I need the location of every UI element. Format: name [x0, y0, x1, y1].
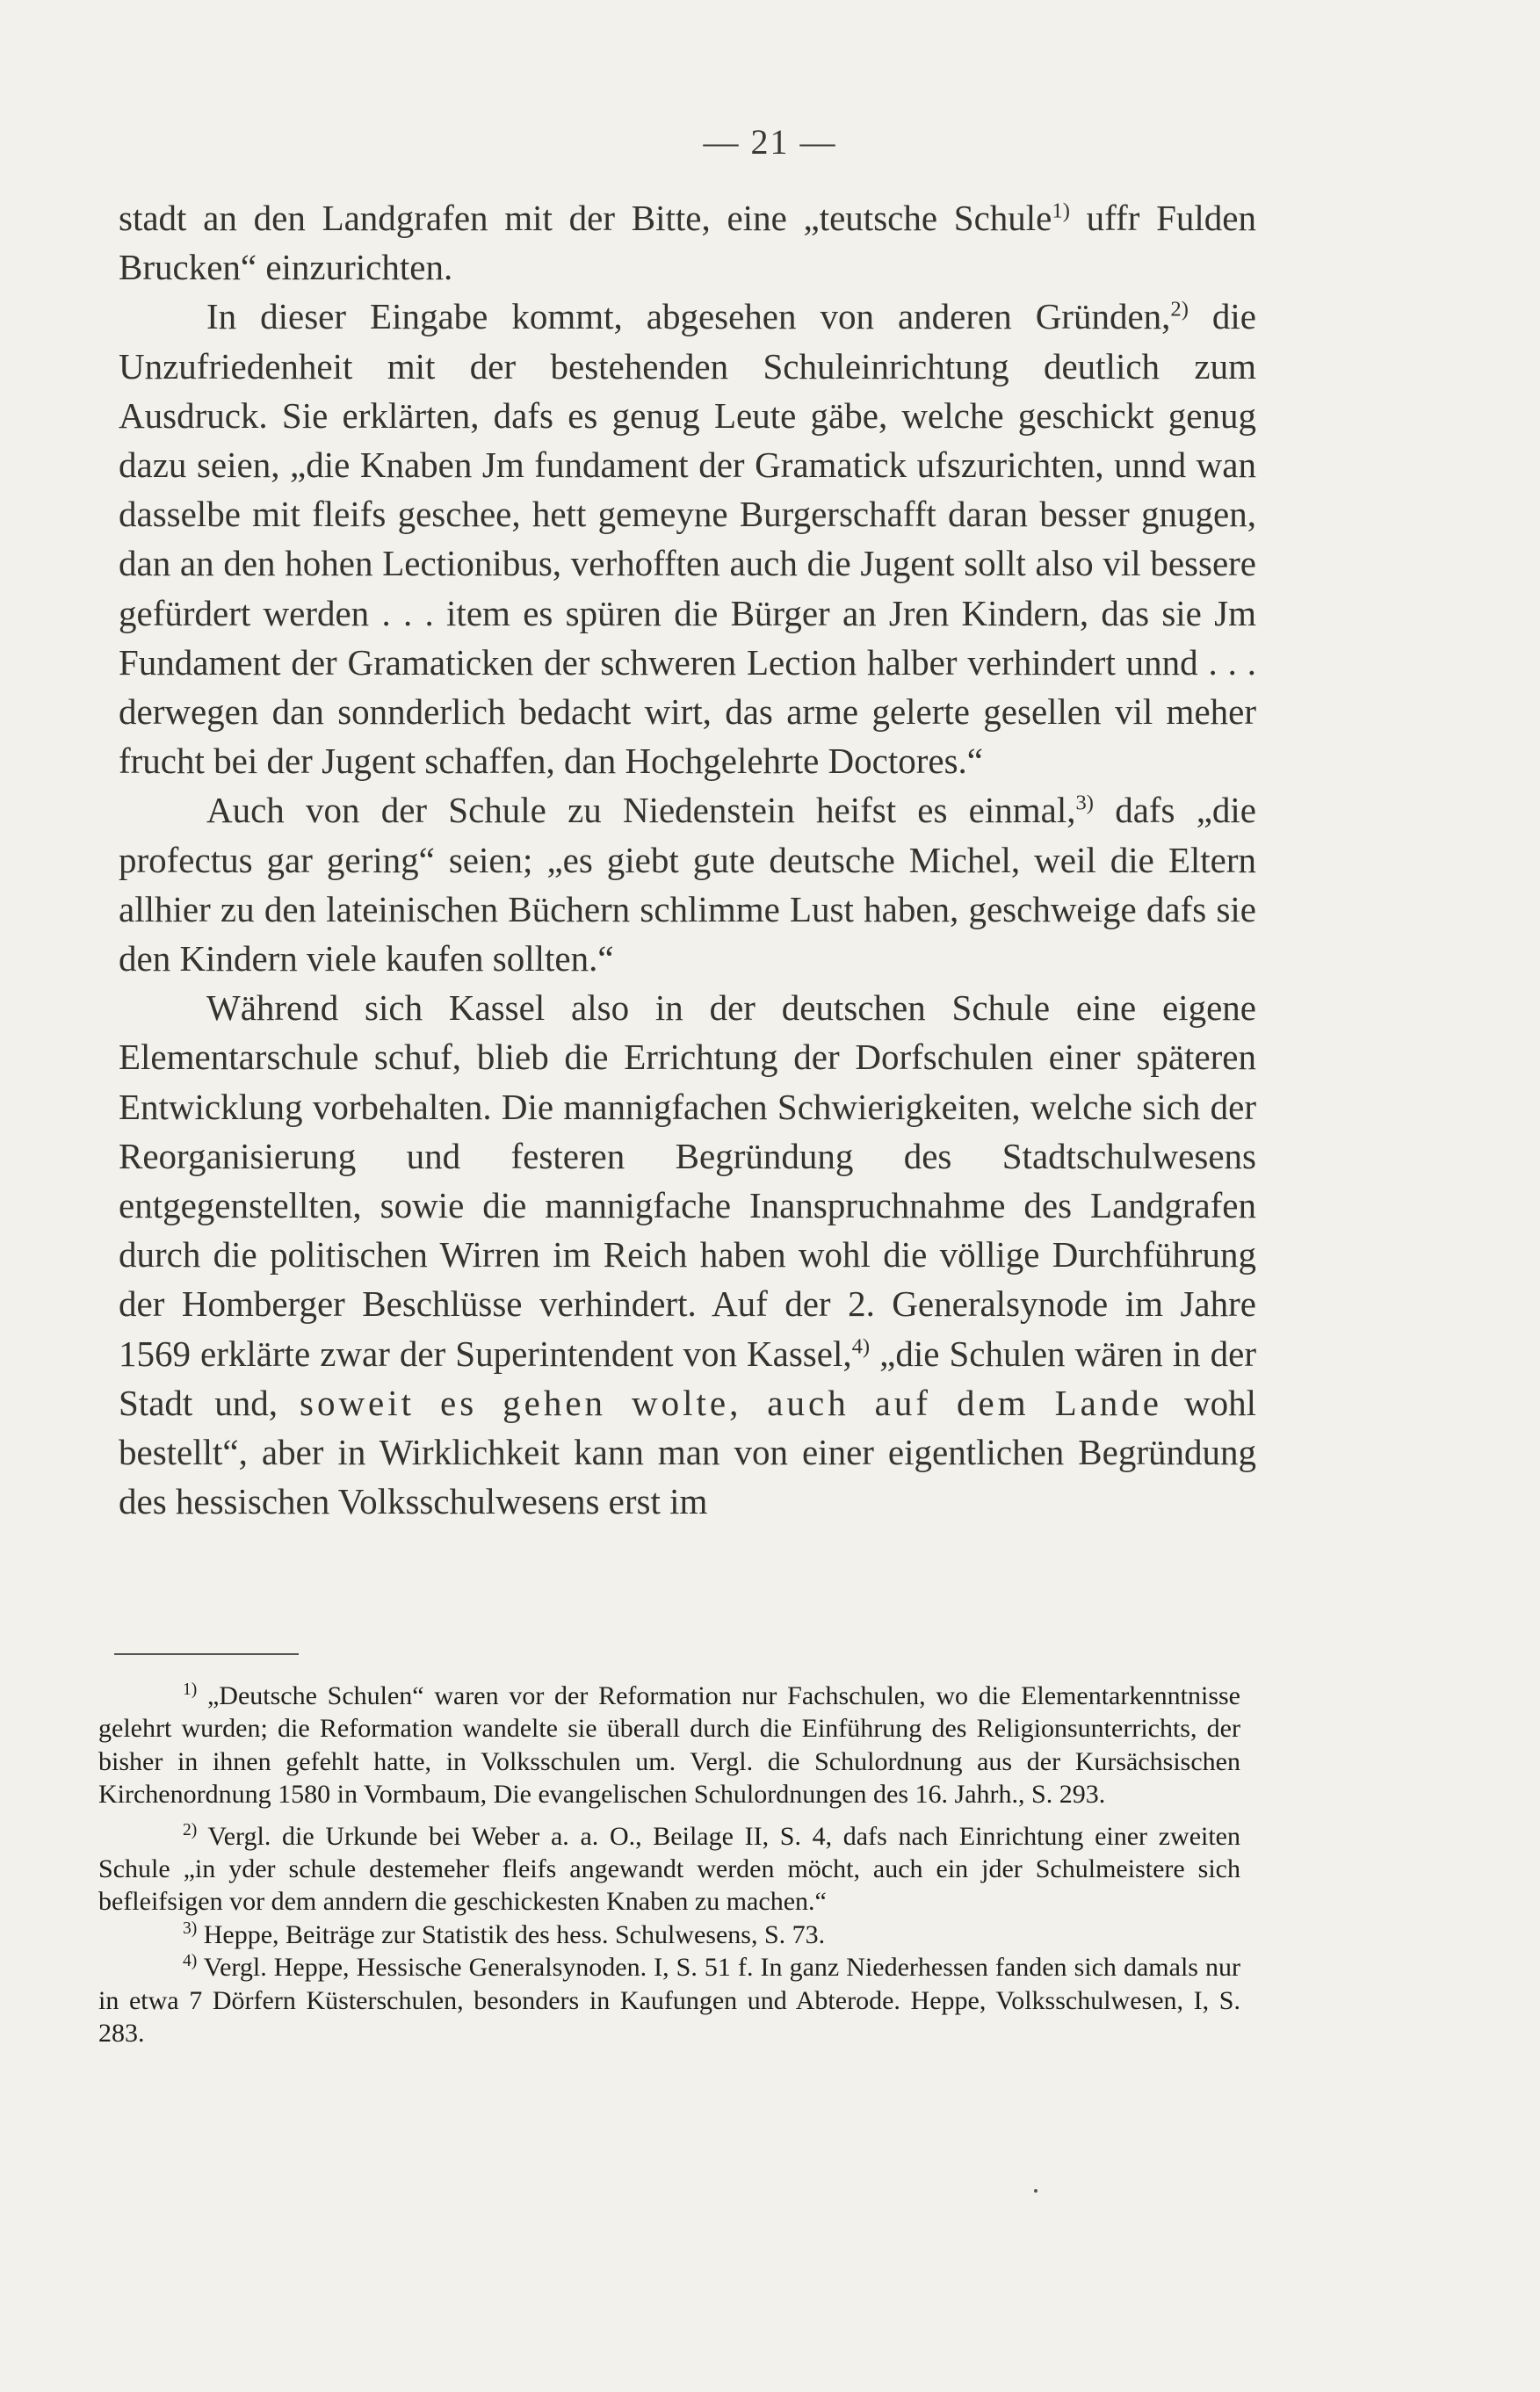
footnote-ref-1[interactable]: 1) [1052, 199, 1070, 223]
footnotes [98, 1680, 1240, 2049]
footnote-2-text: Vergl. die Urkunde bei Weber a. a. O., Beilage II, S. 4, dafs nach Einrichtung einer zweiten Schule „in yder schule destemeher fleifs angewandt werden möcht, auch ein jder Schulmeistere sich befleifsigen vor dem anndern die geschickesten Knaben zu machen.“ [98, 1821, 1240, 1917]
paper-speck [1034, 2189, 1038, 2193]
paragraph-4-text-b: „die Schulen wären in der Stadt und, [119, 1333, 1256, 1423]
footnote-2-mark: 2) [183, 1820, 198, 1839]
footnote-1 [98, 1680, 1240, 1811]
paragraph-3-text-a: Auch von der Schule zu Niedenstein heifst es einmal, [206, 790, 1076, 831]
body-text [119, 193, 1256, 1526]
paragraph-1-cont: uffr Fulden Brucken“ einzurichten. [119, 198, 1256, 288]
paragraph-3-text-b: dafs „die profectus gar gering“ seien; „es giebt gute deutsche Michel, weil die Eltern allhier zu den lateinischen Büchern schlimme Lust haben, geschweige dafs sie den Kindern viele kaufen sollten.“ [119, 790, 1257, 979]
footnote-2 [98, 1820, 1240, 1919]
paragraph-4-text-c: wohl bestellt“, aber in Wirklichkeit kann man von einer eigentlichen Begründung des hessischen Volksschulwesens erst im [119, 1382, 1256, 1522]
footnote-4-text: Vergl. Heppe, Hessische Generalsynoden. I, S. 51 f. In ganz Niederhessen fanden sich damals nur in etwa 7 Dörfern Küsterschulen, besonders in Kaufungen und Abterode. Heppe, Volksschulwesen, I, S. 283. [98, 1953, 1240, 2049]
footnote-3-mark: 3) [183, 1919, 198, 1938]
paragraph-4 [119, 983, 1256, 1526]
footnote-divider [114, 1653, 299, 1655]
footnote-1-text: „Deutsche Schulen“ waren vor der Reformation nur Fachschulen, wo die Elementarkenntnisse gelehrt wurden; die Reformation wandelte sie überall durch die Einführung des Religionsunterrichts, der bisher in ihnen gefehlt hatte, in Volksschulen um. Vergl. die Schulordnung aus der Kursächsischen Kirchenordnung 1580 in Vormbaum, Die evangelischen Schulordnungen des 16. Jahrh., S. 293. [98, 1681, 1240, 1810]
paragraph-2 [119, 292, 1256, 785]
footnote-ref-2[interactable]: 2) [1170, 297, 1189, 322]
footnote-4-mark: 4) [183, 1952, 198, 1971]
paragraph-3 [119, 785, 1256, 983]
paragraph-2-text-a: In dieser Eingabe kommt, abgesehen von anderen Gründen, [206, 296, 1171, 337]
paragraph-4-text-a: Während sich Kassel also in der deutschen Schule eine eigene Elementarschule schuf, blieb die Errichtung der Dorfschulen einer späteren Entwicklung vorbehalten. Die mannigfachen Schwierigkeiten, welche sich der Reorganisierung und festeren Begründung des Stadtschulwesens entgegenstellten, sowie die mannigfache Inanspruchnahme des Landgrafen durch die politischen Wirren im Reich haben wohl die völlige Durchführung der Homberger Beschlüsse verhindert. Auf der 2. Generalsynode im Jahre 1569 erklärte zwar der Superintendent von Kassel, [119, 987, 1256, 1374]
paragraph-1-text: stadt an den Landgrafen mit der Bitte, eine „teutsche Schule [119, 198, 1052, 238]
footnote-3 [98, 1919, 1240, 1951]
footnote-ref-3[interactable]: 3) [1075, 791, 1094, 815]
paragraph-2-text-b: die Unzufriedenheit mit der bestehenden Schuleinrichtung deutlich zum Ausdruck. Sie erklärten, dafs es genug Leute gäbe, welche geschickt genug dazu seien, „die Knaben Jm fundament der Gramatick ufszurichten, unnd wan dasselbe mit fleifs geschee, hett gemeyne Burgerschafft daran besser gnugen, dan an den hohen Lectionibus, verhofften auch die Jugent sollt also vil bessere gefürdert werden . . . item es spüren die Bürger an Jren Kindern, das sie Jm Fundament der Gramaticken der schweren Lection halber verhindert unnd . . . derwegen dan sonnderlich bedacht wirt, das arme gelerte gesellen vil meher frucht bei der Jugent schaffen, dan Hochgelehrte Doctores.“ [119, 296, 1256, 782]
footnote-4 [98, 1951, 1240, 2049]
paragraph-1 [119, 193, 1256, 292]
page-number: — 21 — [703, 122, 837, 162]
footnote-1-mark: 1) [183, 1680, 198, 1699]
paragraph-4-spaced-text: soweit es gehen wolte, auch auf dem Lande [299, 1382, 1163, 1423]
footnote-ref-4[interactable]: 4) [851, 1334, 871, 1359]
footnote-3-text: Heppe, Beiträge zur Statistik des hess. Schulwesens, S. 73. [197, 1919, 826, 1949]
